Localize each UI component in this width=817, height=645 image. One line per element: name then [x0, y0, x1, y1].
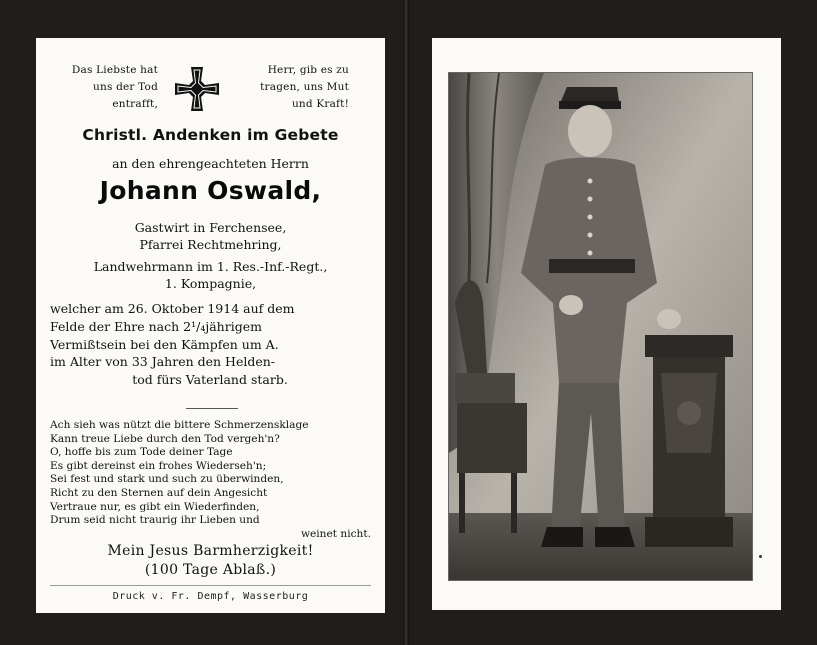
- indulgence-note: (100 Tage Ablaß.): [144, 562, 277, 578]
- verse-left-line: Das Liebste hat: [71, 64, 158, 76]
- death-line: Felde der Ehre nach 2¹/₄jährigem: [50, 318, 262, 334]
- closing-prayer: Mein Jesus Barmherzigkeit!: [107, 543, 314, 559]
- printer-imprint: Druck v. Fr. Dempf, Wasserburg: [112, 591, 309, 602]
- poem-line: Richt zu den Sternen auf dein Angesicht: [50, 486, 268, 499]
- card-fold: [403, 0, 409, 645]
- death-line: tod fürs Vaterland starb.: [132, 372, 288, 388]
- intro-line: an den ehrengeachteten Herrn: [112, 156, 309, 171]
- regiment-line: Landwehrmann im 1. Res.-Inf.-Regt.,: [93, 259, 328, 274]
- poem-line: Es gibt dereinst ein frohes Wiederseh'n;: [50, 459, 267, 472]
- parish-line: Pfarrei Rechtmehring,: [139, 237, 282, 252]
- death-paragraph: [50, 300, 370, 389]
- soldier-portrait-photo: [448, 72, 753, 581]
- verse-right-line: tragen, uns Mut: [260, 81, 349, 93]
- verse-left-line: uns der Tod: [93, 81, 158, 93]
- poem-line: O, hoffe bis zum Tode deiner Tage: [50, 446, 233, 459]
- poem-line: Kann treue Liebe durch den Tod vergeh'n?: [50, 432, 280, 445]
- divider: [186, 408, 238, 409]
- portrait-panel: [432, 38, 781, 610]
- poem-line: Vertraue nur, es gibt ein Wiederfinden,: [50, 500, 260, 513]
- memorial-heading: Christl. Andenken im Gebete: [82, 126, 339, 144]
- verse-right: [235, 62, 349, 113]
- poem-line: Drum seid nicht traurig ihr Lieben und: [50, 514, 260, 527]
- poem-line: Ach sieh was nützt die bittere Schmerzensklage: [50, 419, 309, 431]
- poem-line: Sei fest und stark und such zu überwinden,: [50, 473, 284, 486]
- poem: [50, 419, 371, 541]
- verse-right-line: und Kraft!: [291, 98, 349, 110]
- deceased-name: Johann Oswald,: [99, 176, 322, 205]
- iron-cross-icon: [174, 66, 220, 112]
- company-line: 1. Kompagnie,: [164, 276, 257, 291]
- poem-line: weinet nicht.: [300, 527, 371, 540]
- verse-left: [50, 62, 158, 113]
- occupation-line: Gastwirt in Ferchensee,: [134, 220, 287, 235]
- verse-left-line: entrafft,: [112, 98, 158, 110]
- speck: [759, 555, 762, 558]
- portrait-image: [449, 73, 752, 580]
- footer-rule: [50, 585, 371, 586]
- verse-row: [36, 62, 385, 114]
- death-line: im Alter von 33 Jahren den Helden-: [50, 354, 276, 370]
- memorial-text-panel: [36, 38, 385, 613]
- verse-right-line: Herr, gib es zu: [267, 64, 349, 76]
- death-line: Vermißtsein bei den Kämpfen um A.: [50, 336, 279, 352]
- death-line: welcher am 26. Oktober 1914 auf dem: [50, 301, 295, 316]
